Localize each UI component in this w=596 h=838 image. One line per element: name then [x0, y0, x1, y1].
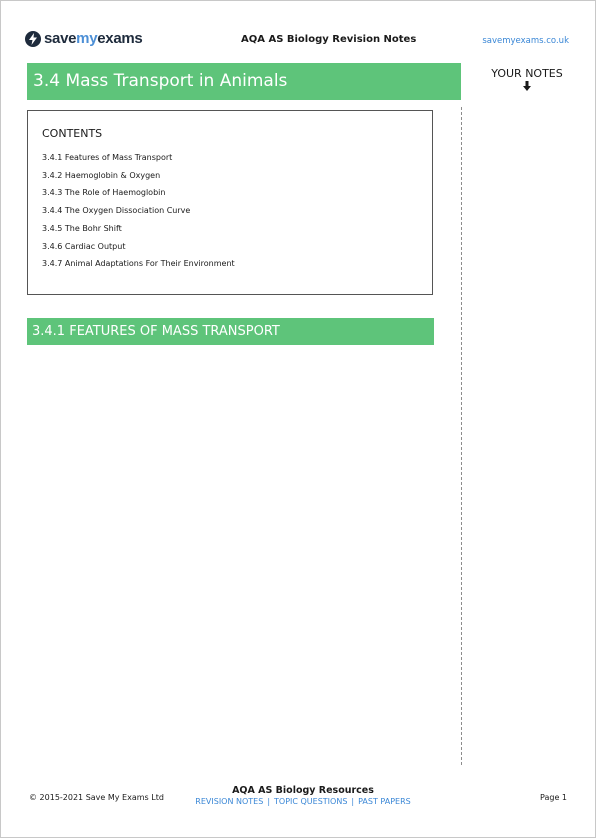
contents-item[interactable]: 3.4.6 Cardiac Output — [42, 241, 126, 251]
footer-resources — [1, 785, 596, 806]
contents-heading: CONTENTS — [42, 127, 103, 140]
footer-links — [1, 797, 596, 806]
your-notes-text: YOUR NOTES — [491, 67, 563, 80]
document-title: AQA AS Biology Revision Notes — [241, 34, 417, 45]
main-title-banner: 3.4 Mass Transport in Animals — [27, 63, 461, 100]
contents-item[interactable]: 3.4.5 The Bohr Shift — [42, 223, 122, 233]
contents-item[interactable]: 3.4.3 The Role of Haemoglobin — [42, 188, 166, 198]
contents-item[interactable]: 3.4.4 The Oxygen Dissociation Curve — [42, 206, 191, 216]
past-papers-link[interactable]: PAST PAPERS — [358, 797, 411, 806]
contents-item[interactable]: 3.4.7 Animal Adaptations For Their Environment — [42, 259, 235, 269]
footer-separator: | — [351, 797, 355, 806]
contents-item[interactable]: 3.4.2 Haemoglobin & Oxygen — [42, 170, 161, 180]
notes-divider — [461, 107, 462, 765]
copyright-text: © 2015-2021 Save My Exams Ltd — [29, 793, 164, 802]
contents-box — [27, 110, 433, 295]
site-url-link[interactable]: savemyexams.co.uk — [482, 36, 569, 46]
revision-notes-link[interactable]: REVISION NOTES — [195, 797, 264, 806]
footer-resources-title: AQA AS Biology Resources — [232, 785, 374, 796]
logo[interactable] — [25, 30, 142, 48]
arrow-down-icon — [522, 81, 532, 91]
lightning-bolt-icon — [25, 31, 41, 47]
your-notes-label — [487, 67, 567, 91]
section-title-banner: 3.4.1 FEATURES OF MASS TRANSPORT — [27, 318, 434, 345]
contents-item[interactable]: 3.4.1 Features of Mass Transport — [42, 153, 173, 162]
logo-text: savemyexams — [44, 30, 143, 47]
footer-separator: | — [267, 797, 271, 806]
topic-questions-link[interactable]: TOPIC QUESTIONS — [274, 797, 348, 806]
page-number: Page 1 — [540, 793, 567, 802]
